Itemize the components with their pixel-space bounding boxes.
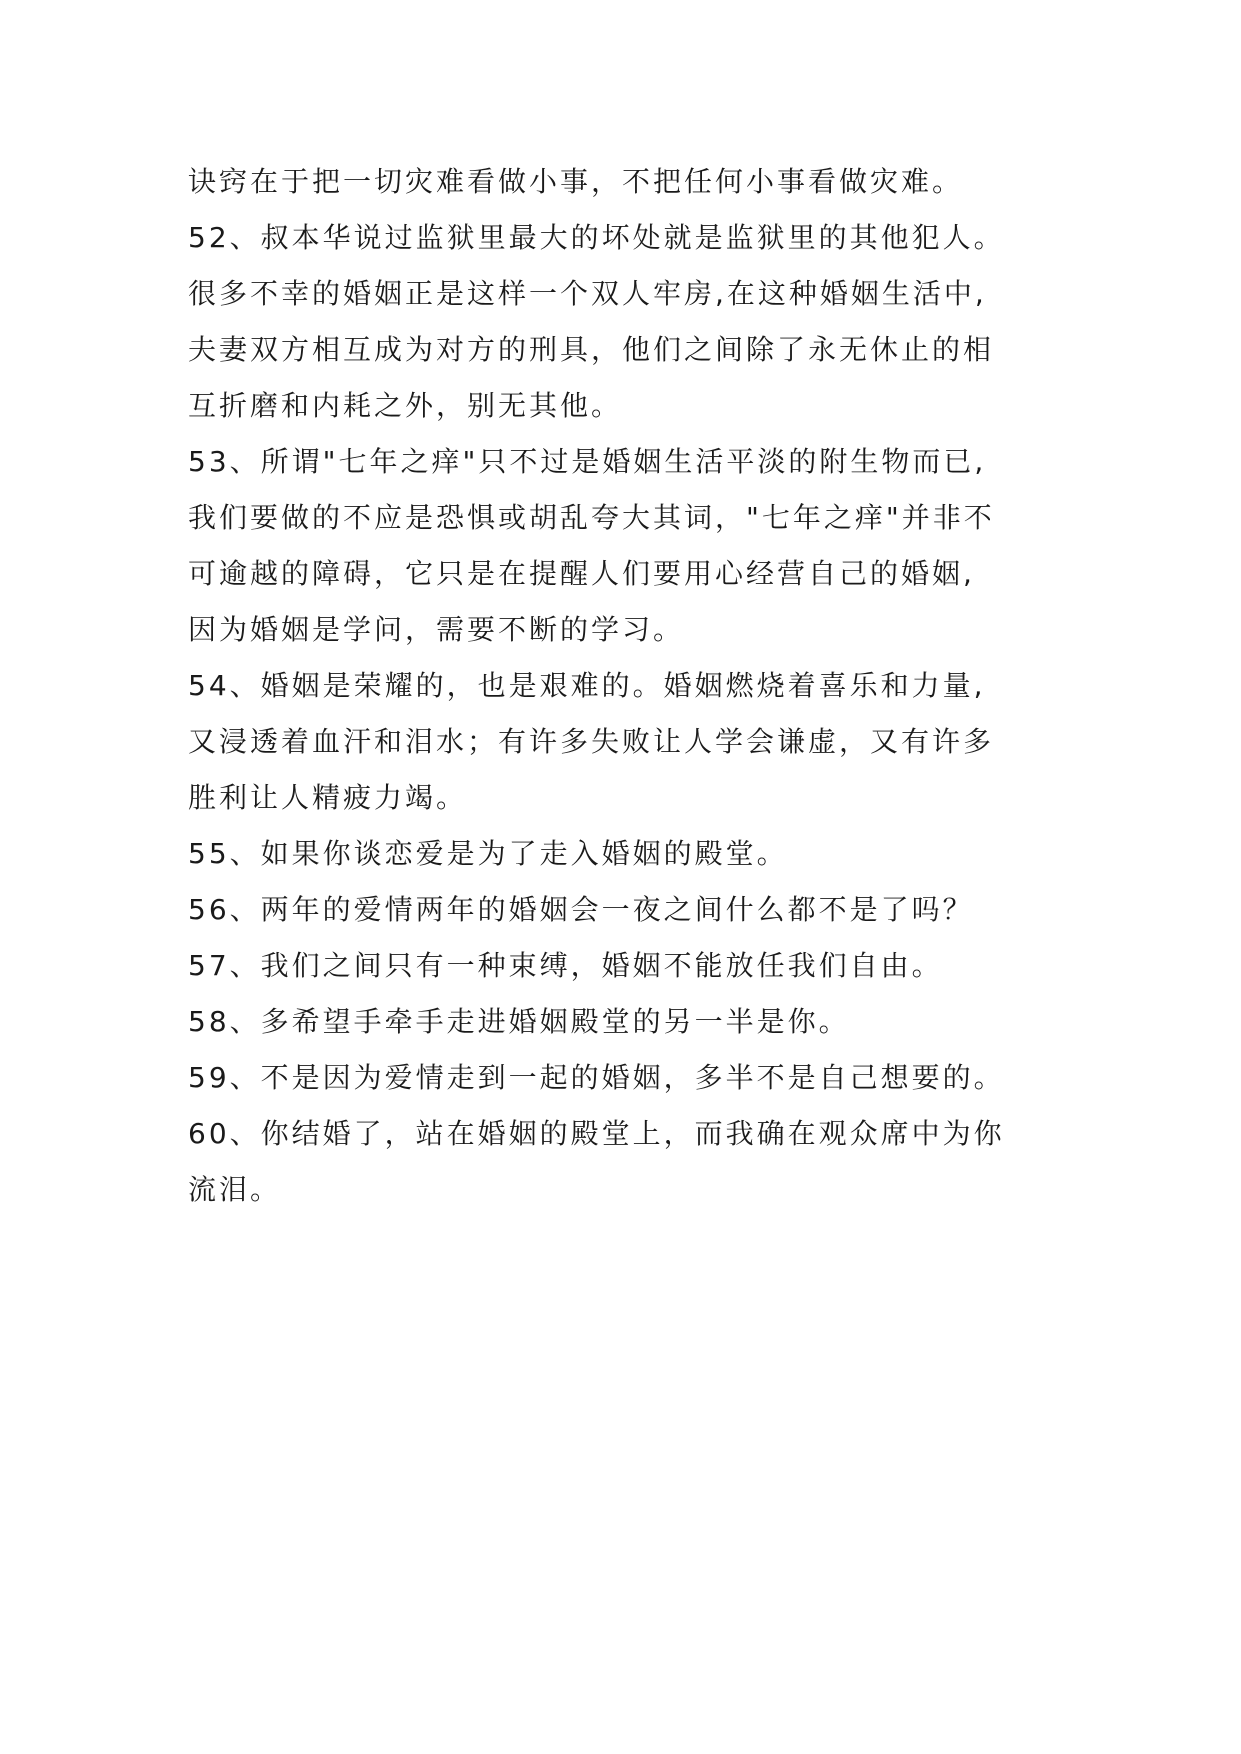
text-line: 夫妻双方相互成为对方的刑具，他们之间除了永无休止的相 — [188, 333, 995, 366]
text-line: 54、婚姻是荣耀的，也是艰难的。婚姻燃烧着喜乐和力量, — [188, 669, 986, 702]
text-line: 57、我们之间只有一种束缚，婚姻不能放任我们自由。 — [188, 949, 943, 982]
text-line: 60、你结婚了，站在婚姻的殿堂上，而我确在观众席中为你 — [188, 1117, 1005, 1150]
text-line: 可逾越的障碍，它只是在提醒人们要用心经营自己的婚姻, — [188, 557, 975, 590]
text-line: 诀窍在于把一切灾难看做小事，不把任何小事看做灾难。 — [188, 165, 964, 198]
text-line: 又浸透着血汗和泪水；有许多失败让人学会谦虚，又有许多 — [188, 725, 995, 758]
text-line: 56、两年的爱情两年的婚姻会一夜之间什么都不是了吗？ — [188, 893, 974, 926]
text-line: 58、多希望手牵手走进婚姻殿堂的另一半是你。 — [188, 1005, 850, 1038]
document-body — [188, 154, 1088, 1218]
text-line: 很多不幸的婚姻正是这样一个双人牢房,在这种婚姻生活中, — [188, 277, 987, 310]
text-line: 55、如果你谈恋爱是为了走入婚姻的殿堂。 — [188, 837, 788, 870]
text-line: 胜利让人精疲力竭。 — [188, 781, 468, 814]
text-line: 流泪。 — [188, 1173, 282, 1206]
text-line: 互折磨和内耗之外，别无其他。 — [188, 389, 623, 422]
text-line: 我们要做的不应是恐惧或胡乱夸大其词，"七年之痒"并非不 — [188, 501, 995, 534]
text-line: 因为婚姻是学问，需要不断的学习。 — [188, 613, 685, 646]
text-line: 52、叔本华说过监狱里最大的坏处就是监狱里的其他犯人。 — [188, 221, 1005, 254]
text-line: 53、所谓"七年之痒"只不过是婚姻生活平淡的附生物而已, — [188, 445, 987, 478]
text-line: 59、不是因为爱情走到一起的婚姻，多半不是自己想要的。 — [188, 1061, 1005, 1094]
